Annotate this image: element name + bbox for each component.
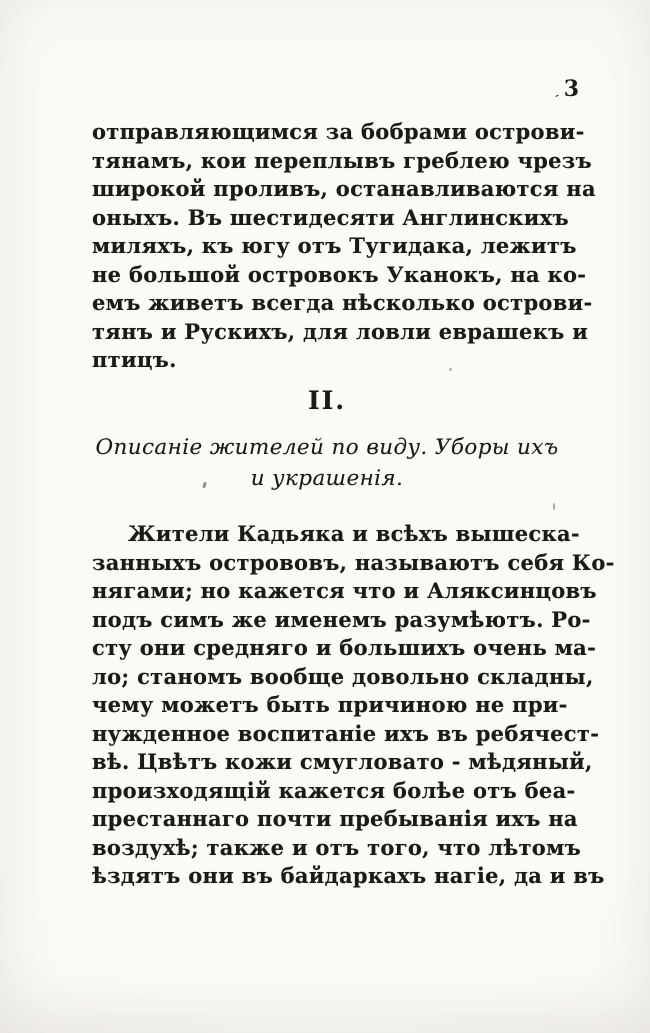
text-line: сту они средняго и большихъ очень ма- xyxy=(92,635,597,660)
text-line: птицъ. xyxy=(92,347,177,372)
text-line: ѣздятъ они въ байдаркахъ нагіе, да и въ xyxy=(92,863,605,888)
text-line: ло; станомъ вообще довольно складны, xyxy=(92,663,594,689)
text-line: чему можетъ быть причиною не при- xyxy=(92,692,568,717)
section-subtitle xyxy=(72,432,582,494)
text-line: емъ живетъ всегда нѣсколько острови- xyxy=(92,290,593,315)
text-line: воздухѣ; также и отъ того, что лѣтомъ xyxy=(92,834,582,860)
text-line: вѣ. Цвѣтъ кожи смугловато - мѣдяный, xyxy=(92,749,593,774)
subtitle-line: и украшенія. xyxy=(250,466,404,491)
text-line: миляхъ, къ югу отъ Тугидака, лежитъ xyxy=(92,233,577,258)
text-line: Жители Кадьяка и всѣхъ вышеска- xyxy=(128,521,580,546)
text-line: не большой островокъ Уканокъ, на ко- xyxy=(92,261,587,287)
page-number xyxy=(520,76,580,102)
subtitle-line: Описаніе жителей по виду. Уборы ихъ xyxy=(95,435,559,460)
text-line: оныхъ. Въ шестидесяти Англинскихъ xyxy=(92,204,569,230)
ink-speck xyxy=(449,368,452,371)
text-line: престаннаго почти пребыванія ихъ на xyxy=(92,806,578,831)
text-line: тянамъ, кои переплывъ греблею чрезъ xyxy=(92,147,592,173)
paragraph-continuation xyxy=(92,118,596,375)
text-line: занныхъ острововъ, называютъ себя Ко- xyxy=(92,549,615,575)
text-line: отправляющимся за бобрами острови- xyxy=(92,119,585,144)
text-line: широкой проливъ, останавливаются на xyxy=(92,176,596,201)
section-heading: II. xyxy=(307,386,347,415)
text-line: нужденное воспитаніе ихъ въ ребячест- xyxy=(92,720,600,746)
ink-speck xyxy=(553,503,555,510)
text-line: подъ симъ же именемъ разумѣютъ. Ро- xyxy=(92,606,591,632)
paragraph-body xyxy=(92,520,615,891)
text-line: нягами; но кажется что и Аляксинцовъ xyxy=(92,578,597,603)
page-number-value: 3 xyxy=(563,76,580,102)
text-line: тянъ и Рускихъ, для ловли еврашекъ и xyxy=(92,318,589,344)
text-line: произходящій кажется болѣе отъ беа- xyxy=(92,777,576,803)
ink-mark: ˏ xyxy=(555,82,561,98)
